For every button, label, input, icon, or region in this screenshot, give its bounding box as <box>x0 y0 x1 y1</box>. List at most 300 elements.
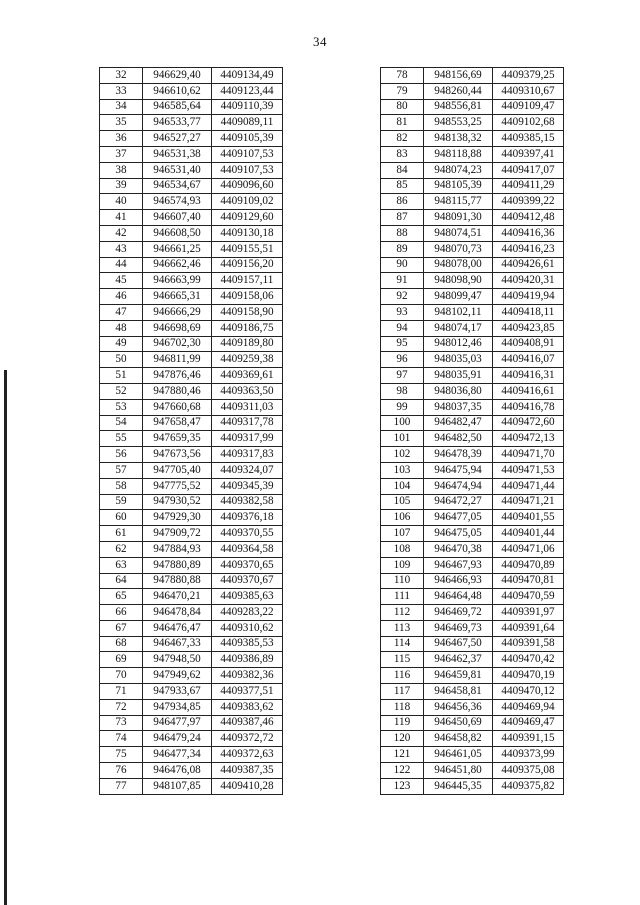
x-coordinate-cell: 947880,88 <box>143 573 212 589</box>
x-coordinate-cell: 946479,24 <box>143 731 212 747</box>
y-coordinate-cell: 4409382,58 <box>212 494 283 510</box>
x-coordinate-cell: 946629,40 <box>143 68 212 84</box>
point-number-cell: 105 <box>381 494 424 510</box>
point-number-cell: 111 <box>381 589 424 605</box>
y-coordinate-cell: 4409420,31 <box>493 273 564 289</box>
x-coordinate-cell: 947909,72 <box>143 526 212 542</box>
x-coordinate-cell: 946585,64 <box>143 99 212 115</box>
y-coordinate-cell: 4409310,62 <box>212 620 283 636</box>
point-number-cell: 49 <box>100 336 143 352</box>
table-row <box>381 352 564 368</box>
point-number-cell: 66 <box>100 605 143 621</box>
table-row <box>100 131 283 147</box>
point-number-cell: 115 <box>381 652 424 668</box>
table-row <box>100 557 283 573</box>
x-coordinate-cell: 947949,62 <box>143 668 212 684</box>
y-coordinate-cell: 4409375,82 <box>493 778 564 794</box>
y-coordinate-cell: 4409411,29 <box>493 178 564 194</box>
y-coordinate-cell: 4409096,60 <box>212 178 283 194</box>
point-number-cell: 59 <box>100 494 143 510</box>
table-row <box>100 304 283 320</box>
x-coordinate-cell: 946811,99 <box>143 352 212 368</box>
y-coordinate-cell: 4409417,07 <box>493 162 564 178</box>
x-coordinate-cell: 947880,46 <box>143 383 212 399</box>
table-row <box>100 526 283 542</box>
table-row <box>381 194 564 210</box>
table-row <box>100 225 283 241</box>
y-coordinate-cell: 4409426,61 <box>493 257 564 273</box>
table-row <box>381 415 564 431</box>
y-coordinate-cell: 4409370,65 <box>212 557 283 573</box>
y-coordinate-cell: 4409387,46 <box>212 715 283 731</box>
point-number-cell: 35 <box>100 115 143 131</box>
y-coordinate-cell: 4409401,44 <box>493 526 564 542</box>
y-coordinate-cell: 4409376,18 <box>212 510 283 526</box>
table-row <box>381 652 564 668</box>
x-coordinate-cell: 948012,46 <box>424 336 493 352</box>
table-row <box>381 115 564 131</box>
point-number-cell: 32 <box>100 68 143 84</box>
point-number-cell: 88 <box>381 225 424 241</box>
x-coordinate-cell: 946476,47 <box>143 620 212 636</box>
y-coordinate-cell: 4409379,25 <box>493 68 564 84</box>
point-number-cell: 63 <box>100 557 143 573</box>
point-number-cell: 77 <box>100 778 143 794</box>
y-coordinate-cell: 4409373,99 <box>493 747 564 763</box>
y-coordinate-cell: 4409189,80 <box>212 336 283 352</box>
x-coordinate-cell: 947934,85 <box>143 699 212 715</box>
x-coordinate-cell: 946464,48 <box>424 589 493 605</box>
y-coordinate-cell: 4409105,39 <box>212 131 283 147</box>
x-coordinate-cell: 946456,36 <box>424 699 493 715</box>
point-number-cell: 50 <box>100 352 143 368</box>
page-number: 34 <box>313 34 327 49</box>
y-coordinate-cell: 4409158,90 <box>212 304 283 320</box>
point-number-cell: 37 <box>100 146 143 162</box>
table-row <box>381 620 564 636</box>
y-coordinate-cell: 4409391,58 <box>493 636 564 652</box>
point-number-cell: 46 <box>100 289 143 305</box>
x-coordinate-cell: 948074,51 <box>424 225 493 241</box>
y-coordinate-cell: 4409129,60 <box>212 210 283 226</box>
y-coordinate-cell: 4409408,91 <box>493 336 564 352</box>
y-coordinate-cell: 4409186,75 <box>212 320 283 336</box>
point-number-cell: 51 <box>100 368 143 384</box>
x-coordinate-cell: 948107,85 <box>143 778 212 794</box>
table-row <box>381 68 564 84</box>
table-row <box>100 336 283 352</box>
x-coordinate-cell: 947876,46 <box>143 368 212 384</box>
x-coordinate-cell: 946477,97 <box>143 715 212 731</box>
point-number-cell: 69 <box>100 652 143 668</box>
point-number-cell: 112 <box>381 605 424 621</box>
point-number-cell: 54 <box>100 415 143 431</box>
point-number-cell: 106 <box>381 510 424 526</box>
x-coordinate-cell: 946482,47 <box>424 415 493 431</box>
x-coordinate-cell: 946472,27 <box>424 494 493 510</box>
point-number-cell: 68 <box>100 636 143 652</box>
x-coordinate-cell: 947659,35 <box>143 431 212 447</box>
point-number-cell: 76 <box>100 763 143 779</box>
table-row <box>381 573 564 589</box>
table-row <box>381 241 564 257</box>
table-row <box>100 178 283 194</box>
x-coordinate-cell: 946478,84 <box>143 605 212 621</box>
table-row <box>100 747 283 763</box>
table-row <box>100 478 283 494</box>
x-coordinate-cell: 946475,94 <box>424 462 493 478</box>
y-coordinate-cell: 4409364,58 <box>212 541 283 557</box>
point-number-cell: 123 <box>381 778 424 794</box>
y-coordinate-cell: 4409472,13 <box>493 431 564 447</box>
y-coordinate-cell: 4409110,39 <box>212 99 283 115</box>
table-row <box>100 257 283 273</box>
x-coordinate-cell: 948553,25 <box>424 115 493 131</box>
x-coordinate-cell: 946470,21 <box>143 589 212 605</box>
point-number-cell: 81 <box>381 115 424 131</box>
y-coordinate-cell: 4409382,36 <box>212 668 283 684</box>
y-coordinate-cell: 4409470,12 <box>493 684 564 700</box>
table-row <box>381 289 564 305</box>
point-number-cell: 58 <box>100 478 143 494</box>
x-coordinate-cell: 946666,29 <box>143 304 212 320</box>
table-row <box>100 99 283 115</box>
y-coordinate-cell: 4409109,47 <box>493 99 564 115</box>
y-coordinate-cell: 4409102,68 <box>493 115 564 131</box>
table-row <box>100 289 283 305</box>
y-coordinate-cell: 4409419,94 <box>493 289 564 305</box>
table-row <box>100 162 283 178</box>
point-number-cell: 38 <box>100 162 143 178</box>
x-coordinate-cell: 947929,30 <box>143 510 212 526</box>
x-coordinate-cell: 946610,62 <box>143 83 212 99</box>
point-number-cell: 83 <box>381 146 424 162</box>
y-coordinate-cell: 4409345,39 <box>212 478 283 494</box>
y-coordinate-cell: 4409369,61 <box>212 368 283 384</box>
table-row <box>381 747 564 763</box>
table-row <box>100 273 283 289</box>
table-row <box>100 68 283 84</box>
x-coordinate-cell: 948070,73 <box>424 241 493 257</box>
x-coordinate-cell: 946607,40 <box>143 210 212 226</box>
y-coordinate-cell: 4409385,53 <box>212 636 283 652</box>
point-number-cell: 103 <box>381 462 424 478</box>
y-coordinate-cell: 4409310,67 <box>493 83 564 99</box>
x-coordinate-cell: 948156,69 <box>424 68 493 84</box>
point-number-cell: 57 <box>100 462 143 478</box>
x-coordinate-cell: 947658,47 <box>143 415 212 431</box>
table-row <box>381 526 564 542</box>
point-number-cell: 104 <box>381 478 424 494</box>
table-row <box>100 146 283 162</box>
y-coordinate-cell: 4409370,67 <box>212 573 283 589</box>
y-coordinate-cell: 4409385,15 <box>493 131 564 147</box>
table-row <box>381 447 564 463</box>
x-coordinate-cell: 946458,81 <box>424 684 493 700</box>
y-coordinate-cell: 4409317,78 <box>212 415 283 431</box>
table-row <box>381 778 564 794</box>
point-number-cell: 36 <box>100 131 143 147</box>
y-coordinate-cell: 4409416,78 <box>493 399 564 415</box>
table-row <box>381 541 564 557</box>
x-coordinate-cell: 947948,50 <box>143 652 212 668</box>
table-row <box>381 383 564 399</box>
x-coordinate-cell: 948036,80 <box>424 383 493 399</box>
point-number-cell: 82 <box>381 131 424 147</box>
point-number-cell: 39 <box>100 178 143 194</box>
point-number-cell: 72 <box>100 699 143 715</box>
point-number-cell: 91 <box>381 273 424 289</box>
table-row <box>381 668 564 684</box>
y-coordinate-cell: 4409470,59 <box>493 589 564 605</box>
x-coordinate-cell: 946477,05 <box>424 510 493 526</box>
x-coordinate-cell: 948260,44 <box>424 83 493 99</box>
x-coordinate-cell: 946663,99 <box>143 273 212 289</box>
point-number-cell: 109 <box>381 557 424 573</box>
table-row <box>381 225 564 241</box>
table-row <box>100 241 283 257</box>
y-coordinate-cell: 4409471,21 <box>493 494 564 510</box>
table-row <box>100 399 283 415</box>
y-coordinate-cell: 4409401,55 <box>493 510 564 526</box>
table-row <box>381 462 564 478</box>
table-row <box>100 431 283 447</box>
y-coordinate-cell: 4409469,94 <box>493 699 564 715</box>
point-number-cell: 75 <box>100 747 143 763</box>
point-number-cell: 113 <box>381 620 424 636</box>
x-coordinate-cell: 948105,39 <box>424 178 493 194</box>
y-coordinate-cell: 4409156,20 <box>212 257 283 273</box>
y-coordinate-cell: 4409416,07 <box>493 352 564 368</box>
y-coordinate-cell: 4409377,51 <box>212 684 283 700</box>
y-coordinate-cell: 4409372,63 <box>212 747 283 763</box>
point-number-cell: 47 <box>100 304 143 320</box>
x-coordinate-cell: 947933,67 <box>143 684 212 700</box>
table-row <box>381 368 564 384</box>
table-row <box>381 131 564 147</box>
y-coordinate-cell: 4409387,35 <box>212 763 283 779</box>
table-row <box>381 494 564 510</box>
x-coordinate-cell: 946574,93 <box>143 194 212 210</box>
point-number-cell: 95 <box>381 336 424 352</box>
x-coordinate-cell: 946662,46 <box>143 257 212 273</box>
table-row <box>381 399 564 415</box>
y-coordinate-cell: 4409472,60 <box>493 415 564 431</box>
table-row <box>100 462 283 478</box>
point-number-cell: 120 <box>381 731 424 747</box>
y-coordinate-cell: 4409397,41 <box>493 146 564 162</box>
point-number-cell: 67 <box>100 620 143 636</box>
point-number-cell: 99 <box>381 399 424 415</box>
point-number-cell: 60 <box>100 510 143 526</box>
y-coordinate-cell: 4409259,38 <box>212 352 283 368</box>
point-number-cell: 42 <box>100 225 143 241</box>
point-number-cell: 64 <box>100 573 143 589</box>
x-coordinate-cell: 948556,81 <box>424 99 493 115</box>
table-row <box>381 699 564 715</box>
y-coordinate-cell: 4409107,53 <box>212 146 283 162</box>
y-coordinate-cell: 4409471,44 <box>493 478 564 494</box>
x-coordinate-cell: 948035,91 <box>424 368 493 384</box>
x-coordinate-cell: 948078,00 <box>424 257 493 273</box>
table-row <box>381 257 564 273</box>
y-coordinate-cell: 4409383,62 <box>212 699 283 715</box>
y-coordinate-cell: 4409372,72 <box>212 731 283 747</box>
x-coordinate-cell: 948035,03 <box>424 352 493 368</box>
x-coordinate-cell: 946459,81 <box>424 668 493 684</box>
coordinates-table-right <box>380 67 564 795</box>
table-row <box>100 605 283 621</box>
x-coordinate-cell: 946702,30 <box>143 336 212 352</box>
y-coordinate-cell: 4409158,06 <box>212 289 283 305</box>
y-coordinate-cell: 4409416,36 <box>493 225 564 241</box>
x-coordinate-cell: 946469,72 <box>424 605 493 621</box>
table-row <box>381 210 564 226</box>
point-number-cell: 40 <box>100 194 143 210</box>
point-number-cell: 110 <box>381 573 424 589</box>
point-number-cell: 101 <box>381 431 424 447</box>
point-number-cell: 85 <box>381 178 424 194</box>
y-coordinate-cell: 4409317,99 <box>212 431 283 447</box>
y-coordinate-cell: 4409385,63 <box>212 589 283 605</box>
x-coordinate-cell: 948098,90 <box>424 273 493 289</box>
table-row <box>100 415 283 431</box>
table-row <box>100 715 283 731</box>
table-row <box>100 573 283 589</box>
table-row <box>100 352 283 368</box>
table-row <box>100 494 283 510</box>
y-coordinate-cell: 4409418,11 <box>493 304 564 320</box>
y-coordinate-cell: 4409370,55 <box>212 526 283 542</box>
table-row <box>381 715 564 731</box>
point-number-cell: 87 <box>381 210 424 226</box>
x-coordinate-cell: 946470,38 <box>424 541 493 557</box>
table-row <box>381 684 564 700</box>
x-coordinate-cell: 948099,47 <box>424 289 493 305</box>
table-row <box>100 115 283 131</box>
x-coordinate-cell: 948037,35 <box>424 399 493 415</box>
x-coordinate-cell: 946462,37 <box>424 652 493 668</box>
point-number-cell: 45 <box>100 273 143 289</box>
table-row <box>100 83 283 99</box>
point-number-cell: 107 <box>381 526 424 542</box>
y-coordinate-cell: 4409157,11 <box>212 273 283 289</box>
x-coordinate-cell: 947775,52 <box>143 478 212 494</box>
y-coordinate-cell: 4409399,22 <box>493 194 564 210</box>
point-number-cell: 119 <box>381 715 424 731</box>
point-number-cell: 122 <box>381 763 424 779</box>
table-row <box>100 668 283 684</box>
x-coordinate-cell: 946445,35 <box>424 778 493 794</box>
table-row <box>381 478 564 494</box>
y-coordinate-cell: 4409375,08 <box>493 763 564 779</box>
y-coordinate-cell: 4409412,48 <box>493 210 564 226</box>
point-number-cell: 97 <box>381 368 424 384</box>
table-body <box>381 68 564 795</box>
y-coordinate-cell: 4409470,19 <box>493 668 564 684</box>
table-row <box>100 620 283 636</box>
point-number-cell: 121 <box>381 747 424 763</box>
x-coordinate-cell: 946478,39 <box>424 447 493 463</box>
x-coordinate-cell: 947884,93 <box>143 541 212 557</box>
table-row <box>381 336 564 352</box>
point-number-cell: 33 <box>100 83 143 99</box>
y-coordinate-cell: 4409471,06 <box>493 541 564 557</box>
table-row <box>100 763 283 779</box>
x-coordinate-cell: 946450,69 <box>424 715 493 731</box>
point-number-cell: 102 <box>381 447 424 463</box>
point-number-cell: 100 <box>381 415 424 431</box>
point-number-cell: 80 <box>381 99 424 115</box>
y-coordinate-cell: 4409416,31 <box>493 368 564 384</box>
point-number-cell: 98 <box>381 383 424 399</box>
table-row <box>381 636 564 652</box>
point-number-cell: 117 <box>381 684 424 700</box>
point-number-cell: 52 <box>100 383 143 399</box>
y-coordinate-cell: 4409416,61 <box>493 383 564 399</box>
coordinates-table-left <box>99 67 283 795</box>
point-number-cell: 118 <box>381 699 424 715</box>
y-coordinate-cell: 4409391,97 <box>493 605 564 621</box>
point-number-cell: 65 <box>100 589 143 605</box>
y-coordinate-cell: 4409130,18 <box>212 225 283 241</box>
table-row <box>381 763 564 779</box>
x-coordinate-cell: 946661,25 <box>143 241 212 257</box>
x-coordinate-cell: 946467,33 <box>143 636 212 652</box>
point-number-cell: 84 <box>381 162 424 178</box>
table-row <box>381 273 564 289</box>
x-coordinate-cell: 946476,08 <box>143 763 212 779</box>
y-coordinate-cell: 4409311,03 <box>212 399 283 415</box>
y-coordinate-cell: 4409469,47 <box>493 715 564 731</box>
x-coordinate-cell: 946665,31 <box>143 289 212 305</box>
y-coordinate-cell: 4409123,44 <box>212 83 283 99</box>
table-row <box>381 99 564 115</box>
x-coordinate-cell: 946466,93 <box>424 573 493 589</box>
table-row <box>381 557 564 573</box>
x-coordinate-cell: 946477,34 <box>143 747 212 763</box>
table-row <box>381 83 564 99</box>
point-number-cell: 79 <box>381 83 424 99</box>
table-row <box>100 368 283 384</box>
x-coordinate-cell: 946474,94 <box>424 478 493 494</box>
table-row <box>100 541 283 557</box>
table-row <box>100 210 283 226</box>
x-coordinate-cell: 946698,69 <box>143 320 212 336</box>
table-row <box>381 605 564 621</box>
table-row <box>100 636 283 652</box>
x-coordinate-cell: 946531,38 <box>143 146 212 162</box>
x-coordinate-cell: 948138,32 <box>424 131 493 147</box>
x-coordinate-cell: 947705,40 <box>143 462 212 478</box>
y-coordinate-cell: 4409363,50 <box>212 383 283 399</box>
table-row <box>100 194 283 210</box>
point-number-cell: 48 <box>100 320 143 336</box>
y-coordinate-cell: 4409470,42 <box>493 652 564 668</box>
y-coordinate-cell: 4409109,02 <box>212 194 283 210</box>
table-row <box>381 146 564 162</box>
x-coordinate-cell: 946451,80 <box>424 763 493 779</box>
point-number-cell: 55 <box>100 431 143 447</box>
y-coordinate-cell: 4409470,81 <box>493 573 564 589</box>
point-number-cell: 94 <box>381 320 424 336</box>
point-number-cell: 70 <box>100 668 143 684</box>
table-row <box>100 589 283 605</box>
point-number-cell: 108 <box>381 541 424 557</box>
y-coordinate-cell: 4409324,07 <box>212 462 283 478</box>
x-coordinate-cell: 946533,77 <box>143 115 212 131</box>
y-coordinate-cell: 4409089,11 <box>212 115 283 131</box>
